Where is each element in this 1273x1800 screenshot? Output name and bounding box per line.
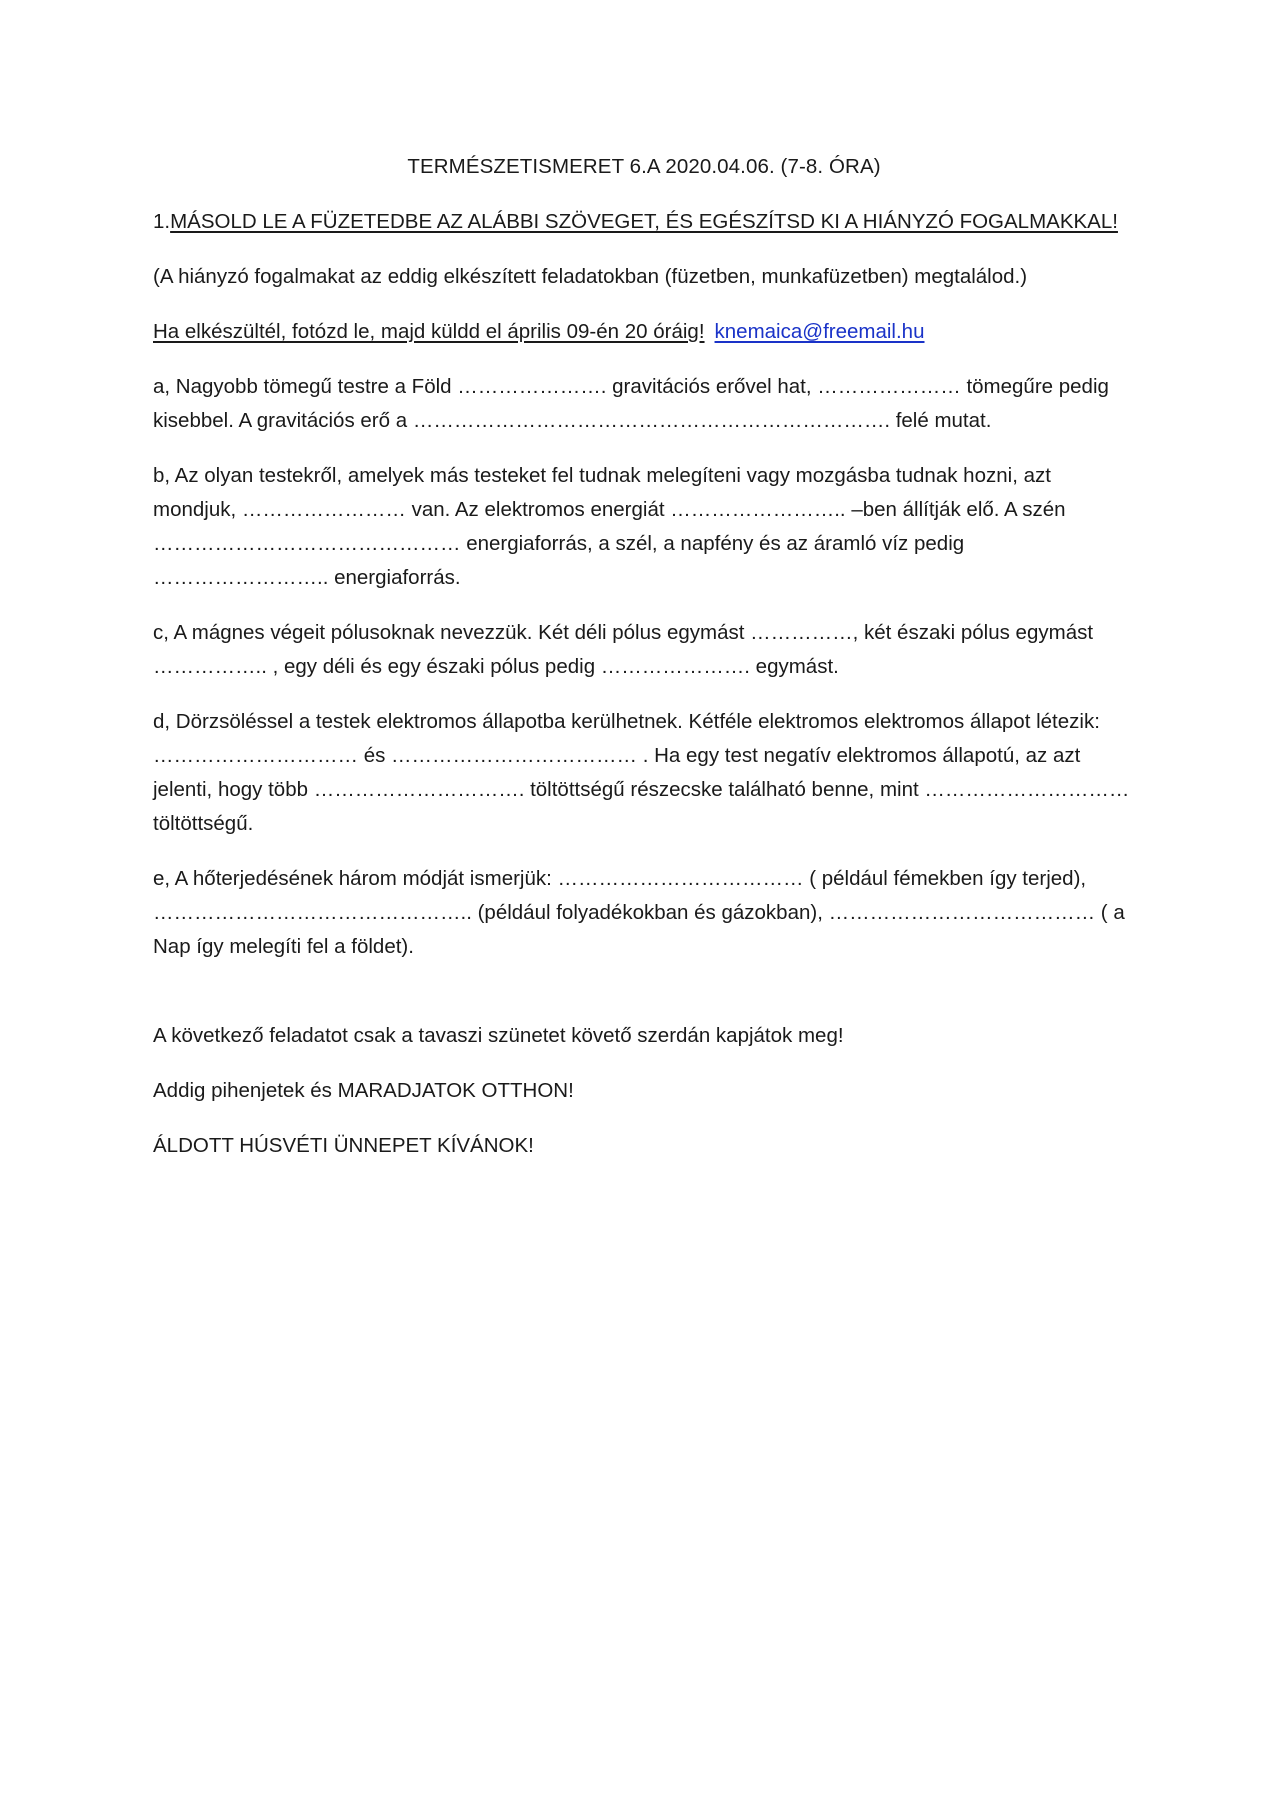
page-title: TERMÉSZETISMERET 6.A 2020.04.06. (7-8. ÓRA) <box>407 155 881 178</box>
document-page <box>153 150 1135 1184</box>
paragraph-a: a, Nagyobb tömegű testre a Föld …………………. gravitációs erővel hat, ………………… tömegűre pedig kisebbel. A gravitációs erő a ……………………………………………………………. felé mutat. <box>153 375 1109 432</box>
paragraph-b: b, Az olyan testekről, amelyek más testeket fel tudnak melegíteni vagy mozgásba tudnak hozni, azt mondjuk, …………………… van. Az elektromos energiát …………………….. –ben állítják elő. A szén ……………………………………… energiaforrás, a szél, a napfény és az áramló víz pedig …………………….. energiaforrás. <box>153 464 1066 589</box>
submit-text: Ha elkészültél, fotózd le, majd küldd el április 09-én 20 óráig! <box>153 320 705 343</box>
next-task-note: A következő feladatot csak a tavaszi szünetet követő szerdán kapjátok meg! <box>153 1024 844 1047</box>
hint-text: (A hiányzó fogalmakat az eddig elkészített feladatokban (füzetben, munkafüzetben) megtalálod.) <box>153 265 1028 288</box>
email-link[interactable]: knemaica@freemail.hu <box>714 320 925 343</box>
paragraph-c: c, A mágnes végeit pólusoknak nevezzük. Két déli pólus egymást ……………, két északi pólus egymást …………….. , egy déli és egy északi pólus pedig …………………. egymást. <box>153 621 1094 678</box>
submit-line <box>153 315 1135 349</box>
task-heading <box>153 205 1135 239</box>
task-number: 1. <box>153 210 171 233</box>
paragraph-d: d, Dörzsöléssel a testek elektromos állapotba kerülhetnek. Kétféle elektromos elektromos állapot létezik: ………………………… és ……………………………… . Ha egy test negatív elektromos állapotú, az azt jelenti, hogy több …………………………. töltöttségű részecske található benne, mint ………………………… töltöttségű. <box>153 710 1130 835</box>
spacer <box>153 985 1135 1019</box>
rest-note: Addig pihenjetek és MARADJATOK OTTHON! <box>153 1079 574 1102</box>
task-instruction: MÁSOLD LE A FÜZETEDBE AZ ALÁBBI SZÖVEGET, ÉS EGÉSZÍTSD KI A HIÁNYZÓ FOGALMAKKAL! <box>170 210 1118 233</box>
paragraph-e: e, A hőterjedésének három módját ismerjük: ……………………………… ( például fémekben így terjed), ……………………………………….. (például folyadékokban és gázokban), ………………………………… ( a Nap így melegíti fel a földet). <box>153 867 1125 958</box>
greeting: ÁLDOTT HÚSVÉTI ÜNNEPET KÍVÁNOK! <box>153 1134 534 1157</box>
